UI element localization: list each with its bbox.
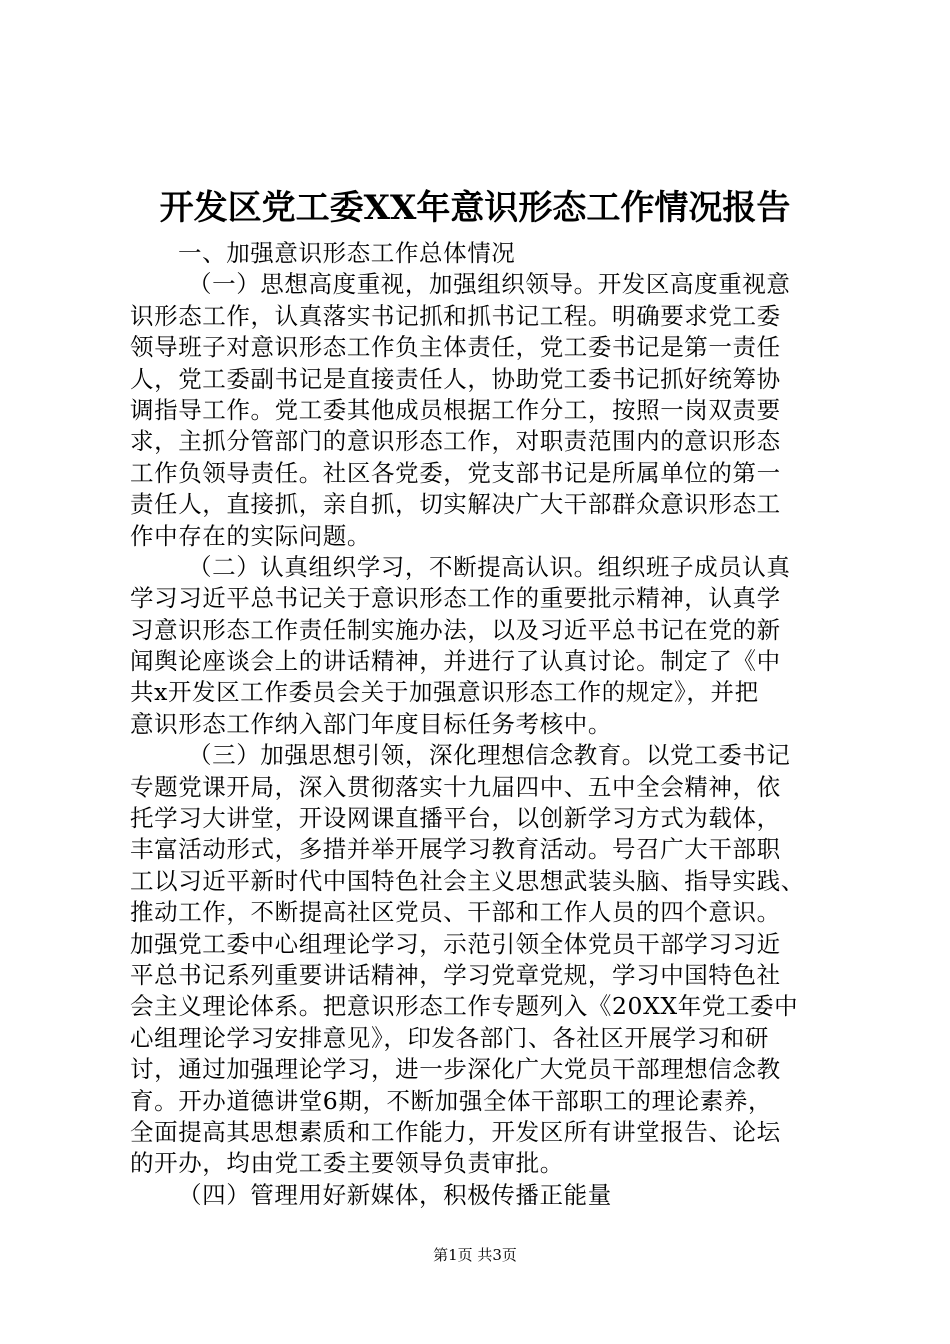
paragraph-line: 会主义理论体系。把意识形态工作专题列入《20XX年党工委中 xyxy=(130,992,799,1021)
paragraph-line: 调指导工作。党工委其他成员根据工作分工，按照一岗双责要 xyxy=(130,395,781,424)
paragraph-line: 工作负领导责任。社区各党委，党支部书记是所属单位的第一 xyxy=(130,458,781,487)
paragraph-line: 心组理论学习安排意见》，印发各部门、各社区开展学习和研 xyxy=(130,1023,769,1052)
page-footer: 第1页 共3页 xyxy=(433,1246,517,1264)
section-heading: 一、加强意识形态工作总体情况 xyxy=(178,239,516,267)
paragraph-line: 托学习大讲堂，开设网课直播平台，以创新学习方式为载体， xyxy=(130,804,781,833)
paragraph-line: 求，主抓分管部门的意识形态工作，对职责范围内的意识形态 xyxy=(130,427,781,456)
paragraph-line: 专题党课开局，深入贯彻落实十九届四中、五中全会精神，依 xyxy=(130,772,781,801)
paragraph-line: 领导班子对意识形态工作负主体责任，党工委书记是第一责任 xyxy=(130,333,781,362)
paragraph-line: 闻舆论座谈会上的讲话精神，并进行了认真讨论。制定了《中 xyxy=(130,647,781,676)
paragraph-line: 作中存在的实际问题。 xyxy=(130,521,371,550)
paragraph-line: 讨，通过加强理论学习，进一步深化广大党员干部理想信念教 xyxy=(130,1055,781,1084)
section-heading: （四）管理用好新媒体，积极传播正能量 xyxy=(178,1180,612,1209)
paragraph-line: 工以习近平新时代中国特色社会主义思想武装头脑、指导实践、 xyxy=(130,866,805,895)
paragraph-line: 加强党工委中心组理论学习，示范引领全体党员干部学习习近 xyxy=(130,929,781,958)
paragraph-line: 习意识形态工作责任制实施办法，以及习近平总书记在党的新 xyxy=(130,615,781,644)
paragraph-line: 丰富活动形式，多措并举开展学习教育活动。号召广大干部职 xyxy=(130,835,781,864)
paragraph-line: 责任人，直接抓，亲自抓，切实解决广大干部群众意识形态工 xyxy=(130,490,781,519)
paragraph-line: 推动工作，不断提高社区党员、干部和工作人员的四个意识。 xyxy=(130,898,781,927)
paragraph-line: （二）认真组织学习，不断提高认识。组织班子成员认真 xyxy=(188,552,791,581)
document-title: 开发区党工委XX年意识形态工作情况报告 xyxy=(159,188,791,228)
paragraph-line: （三）加强思想引领，深化理想信念教育。以党工委书记 xyxy=(188,741,791,770)
paragraph-line: 全面提高其思想素质和工作能力，开发区所有讲堂报告、论坛 xyxy=(130,1117,781,1146)
paragraph-line: 平总书记系列重要讲话精神，学习党章党规，学习中国特色社 xyxy=(130,960,781,989)
document-body xyxy=(130,238,850,1211)
paragraph-line: 育。开办道德讲堂6期，不断加强全体干部职工的理论素养， xyxy=(130,1086,773,1115)
paragraph-line: 共x开发区工作委员会关于加强意识形态工作的规定》，并把 xyxy=(130,678,759,707)
paragraph-line: 人，党工委副书记是直接责任人，协助党工委书记抓好统筹协 xyxy=(130,364,781,393)
paragraph-line: 意识形态工作纳入部门年度目标任务考核中。 xyxy=(130,709,612,738)
paragraph-line: 学习习近平总书记关于意识形态工作的重要批示精神，认真学 xyxy=(130,584,781,613)
paragraph-line: 的开办，均由党工委主要领导负责审批。 xyxy=(130,1149,564,1178)
paragraph-line: （一）思想高度重视，加强组织领导。开发区高度重视意 xyxy=(188,270,791,299)
paragraph-line: 识形态工作，认真落实书记抓和抓书记工程。明确要求党工委 xyxy=(130,301,781,330)
